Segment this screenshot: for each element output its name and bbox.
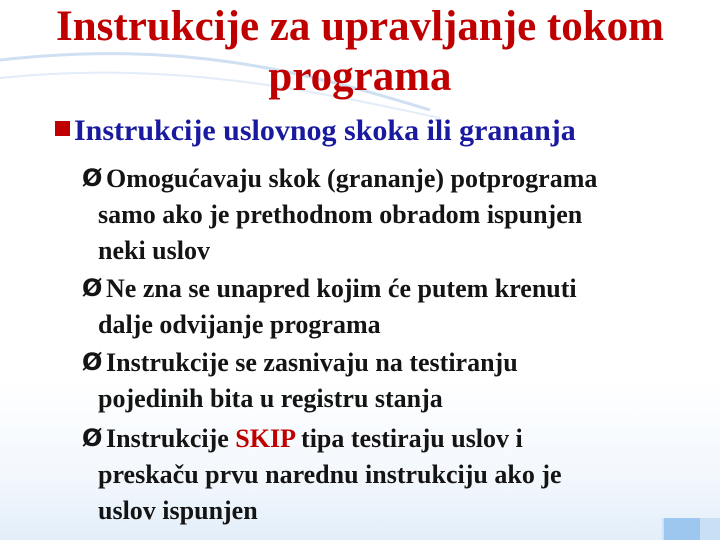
- title-line-1: Instrukcije za upravljanje tokom: [56, 3, 664, 50]
- slide-title: [0, 2, 720, 102]
- title-line-2: programa: [268, 53, 452, 100]
- sub-bullet-2-line-1: Ne zna se unapred kojim će putem krenuti: [106, 274, 577, 303]
- sub-bullet-4-line-1: [106, 420, 523, 457]
- sub-bullet-4-line-2: preskaču prvu narednu instrukciju ako je: [98, 460, 562, 489]
- arrow-bullet-icon: Ø: [82, 274, 103, 302]
- sub-bullet-3-line-1: Instrukcije se zasnivaju na testiranju: [106, 348, 518, 377]
- corner-decoration: [700, 518, 720, 540]
- arrow-bullet-icon: Ø: [82, 424, 103, 452]
- sub-bullet-4-line-3: uslov ispunjen: [98, 496, 258, 525]
- sub-bullet-3-line-2: pojedinih bita u registru stanja: [98, 384, 443, 413]
- square-bullet-icon: [55, 121, 70, 136]
- sub-bullet-4-text-before: Instrukcije: [106, 424, 236, 453]
- arrow-bullet-icon: Ø: [82, 348, 103, 376]
- main-bullet-text: Instrukcije uslovnog skoka ili grananja: [74, 114, 576, 147]
- sub-bullet-1-line-2: samo ako je prethodnom obradom ispunjen: [98, 200, 583, 229]
- sub-bullet-2-line-2: dalje odvijanje programa: [98, 310, 381, 339]
- skip-keyword: SKIP: [235, 424, 295, 453]
- sub-bullet-1-line-3: neki uslov: [98, 236, 210, 265]
- corner-decoration: [662, 518, 702, 540]
- sub-bullet-4-text-after: tipa testiraju uslov i: [294, 424, 523, 453]
- sub-bullet-1-line-1: Omogućavaju skok (grananje) potprograma: [106, 164, 598, 193]
- arrow-bullet-icon: Ø: [82, 164, 103, 192]
